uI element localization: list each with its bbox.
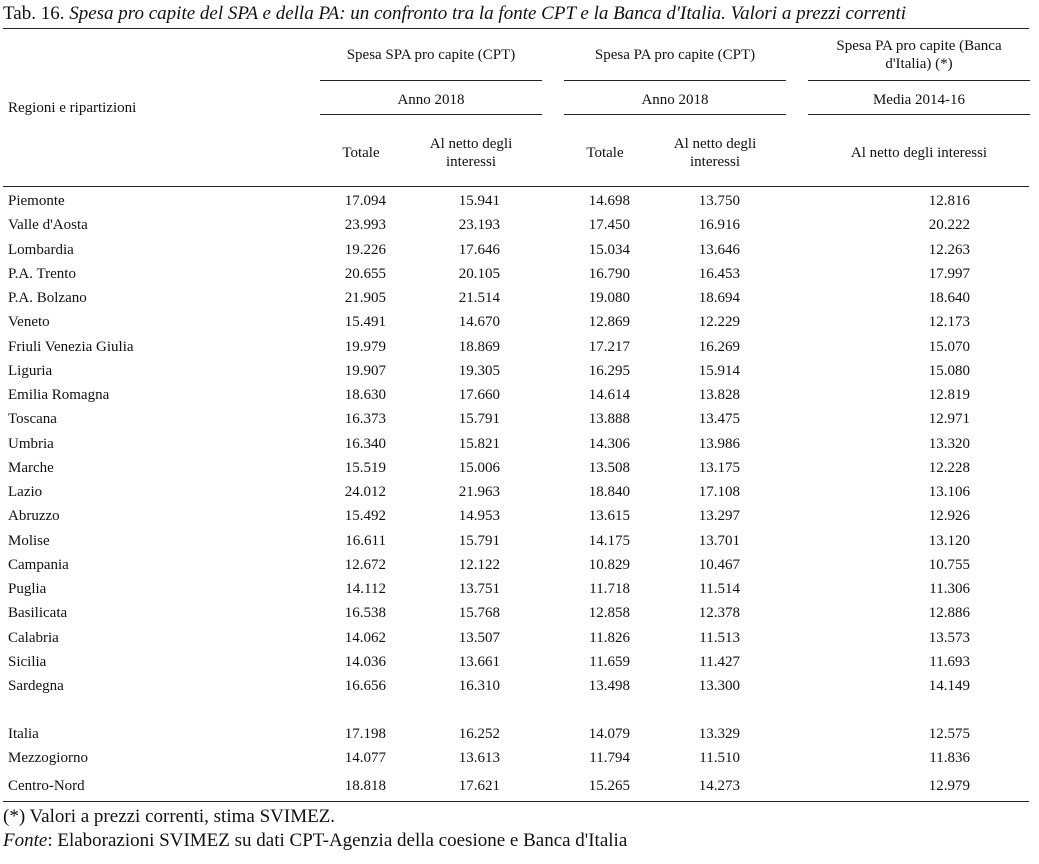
row-value: 15.006 (458, 459, 500, 476)
table-row (0, 408, 1039, 430)
row-value: 13.750 (698, 193, 740, 209)
row-value: 14.062 (344, 629, 386, 646)
row-value: 13.300 (698, 678, 740, 694)
row-value: 11.513 (699, 629, 740, 646)
footnote: (*) Valori a prezzi correnti, stima SVIMEZ. (3, 806, 336, 827)
row-value: 14.670 (458, 314, 500, 331)
row-value: 13.297 (698, 508, 740, 525)
row-value: 14.698 (588, 193, 630, 209)
row-region: P.A. Bolzano (8, 290, 87, 306)
table-row (0, 433, 1039, 455)
row-value: 12.173 (928, 314, 970, 331)
row-value: 13.106 (928, 484, 970, 500)
row-value: 13.507 (458, 629, 500, 646)
row-value: 18.818 (344, 778, 386, 794)
row-value: 23.993 (344, 217, 386, 234)
table-title-prefix: Tab. 16. (3, 3, 70, 24)
row-value: 11.794 (589, 750, 630, 766)
row-value: 21.905 (344, 290, 386, 306)
row-value: 13.888 (588, 411, 630, 428)
table-row (0, 311, 1039, 333)
row-value: 16.453 (698, 265, 740, 282)
row-value: 20.222 (928, 217, 970, 234)
row-value: 14.036 (344, 653, 386, 670)
row-value: 16.656 (344, 678, 386, 694)
period-rule-spa (320, 114, 542, 115)
row-value: 14.079 (588, 726, 630, 742)
row-value: 15.491 (344, 314, 386, 331)
row-region: Italia (8, 726, 39, 742)
group-header-spa: Spesa SPA pro capite (CPT) (346, 47, 516, 63)
row-value: 12.263 (928, 241, 970, 258)
table-row (0, 775, 1039, 797)
row-value: 15.080 (928, 362, 970, 379)
subheader-totale-spa: Totale (342, 145, 380, 161)
row-value: 13.175 (698, 459, 740, 476)
row-value: 16.916 (698, 217, 740, 234)
row-value: 12.869 (588, 314, 630, 331)
subheader-netto-spa: Al netto degli interessi (429, 136, 513, 170)
row-value: 14.077 (344, 750, 386, 766)
row-value: 14.175 (588, 532, 630, 549)
row-value: 19.305 (458, 362, 500, 379)
subheader-netto-pa: Al netto degli interessi (673, 136, 757, 170)
row-value: 24.012 (344, 484, 386, 500)
period-header-pa: Anno 2018 (641, 92, 709, 108)
row-region: Umbria (8, 435, 54, 452)
row-value: 13.751 (458, 581, 500, 597)
source-label: Fonte (3, 830, 48, 851)
group-rule-bi (808, 80, 1030, 81)
source-note (3, 829, 627, 853)
row-value: 16.252 (458, 726, 500, 742)
subheader-totale-pa: Totale (586, 145, 624, 161)
table-row (0, 747, 1039, 769)
row-value: 13.986 (698, 435, 740, 452)
row-value: 11.306 (929, 581, 970, 597)
row-value: 18.630 (344, 387, 386, 403)
row-value: 14.149 (928, 678, 970, 694)
row-value: 19.080 (588, 290, 630, 306)
row-value: 13.661 (458, 653, 500, 670)
row-value: 12.816 (928, 193, 970, 209)
row-value: 14.614 (588, 387, 630, 403)
header-bottom-rule (3, 186, 1029, 187)
row-value: 14.273 (698, 778, 740, 794)
row-value: 14.112 (345, 581, 386, 597)
table-row (0, 554, 1039, 576)
row-value: 13.508 (588, 459, 630, 476)
table-row (0, 627, 1039, 649)
table-row (0, 239, 1039, 261)
row-value: 16.269 (698, 338, 740, 355)
row-region: Piemonte (8, 193, 65, 209)
table-row (0, 336, 1039, 358)
row-value: 18.640 (928, 290, 970, 306)
row-value: 15.070 (928, 338, 970, 355)
row-value: 17.198 (344, 726, 386, 742)
row-value: 12.575 (928, 726, 970, 742)
row-value: 16.538 (344, 605, 386, 622)
row-value: 13.701 (698, 532, 740, 549)
row-value: 14.306 (588, 435, 630, 452)
row-region: Liguria (8, 362, 53, 379)
row-value: 21.963 (458, 484, 500, 500)
row-value: 20.105 (458, 265, 500, 282)
row-value: 13.615 (588, 508, 630, 525)
row-value: 11.510 (699, 750, 740, 766)
row-value: 13.475 (698, 411, 740, 428)
row-value: 15.791 (458, 532, 500, 549)
row-value: 12.819 (928, 387, 970, 403)
row-region: Veneto (8, 314, 50, 331)
row-value: 23.193 (458, 217, 500, 234)
row-region: Emilia Romagna (8, 387, 110, 403)
row-value: 12.229 (698, 314, 740, 331)
table-row (0, 384, 1039, 406)
row-value: 17.997 (928, 265, 970, 282)
row-value: 20.655 (344, 265, 386, 282)
group-header-bi: Spesa PA pro capite (Banca d'Italia) (*) (836, 38, 1002, 72)
table-row (0, 481, 1039, 503)
row-value: 18.840 (588, 484, 630, 500)
row-value: 15.768 (458, 605, 500, 622)
table-title (3, 2, 1033, 26)
row-value: 19.226 (344, 241, 386, 258)
row-label-header: Regioni e ripartizioni (8, 100, 137, 116)
row-value: 18.694 (698, 290, 740, 306)
bottom-rule (3, 801, 1029, 802)
group-rule-spa (320, 80, 542, 81)
row-region: Basilicata (8, 605, 68, 622)
table-row (0, 214, 1039, 236)
row-region: Molise (8, 532, 50, 549)
row-value: 11.659 (589, 653, 630, 670)
row-value: 12.926 (928, 508, 970, 525)
table-row (0, 675, 1039, 697)
row-value: 12.122 (458, 556, 500, 573)
row-value: 13.828 (698, 387, 740, 403)
period-rule-pa (564, 114, 786, 115)
row-value: 15.265 (588, 778, 630, 794)
row-value: 10.829 (588, 556, 630, 573)
row-region: Abruzzo (8, 508, 60, 525)
row-region: Calabria (8, 629, 59, 646)
row-value: 11.514 (699, 581, 740, 597)
row-value: 13.320 (928, 435, 970, 452)
row-value: 17.621 (458, 778, 500, 794)
row-value: 17.094 (344, 193, 386, 209)
row-value: 16.295 (588, 362, 630, 379)
row-value: 18.869 (458, 338, 500, 355)
table-row (0, 360, 1039, 382)
row-value: 15.941 (458, 193, 500, 209)
row-value: 11.836 (929, 750, 970, 766)
row-value: 15.519 (344, 459, 386, 476)
row-value: 12.979 (928, 778, 970, 794)
row-value: 12.672 (344, 556, 386, 573)
row-value: 13.613 (458, 750, 500, 766)
row-value: 16.790 (588, 265, 630, 282)
top-rule (3, 28, 1029, 29)
group-rule-pa (564, 80, 786, 81)
row-value: 17.108 (698, 484, 740, 500)
row-region: Lazio (8, 484, 43, 500)
period-rule-bi (808, 114, 1030, 115)
row-value: 13.646 (698, 241, 740, 258)
row-region: Valle d'Aosta (8, 217, 88, 234)
row-value: 16.611 (345, 532, 386, 549)
row-value: 11.826 (589, 629, 630, 646)
row-region: Lombardia (8, 241, 74, 258)
table-row (0, 287, 1039, 309)
row-region: Puglia (8, 581, 47, 597)
row-value: 19.907 (344, 362, 386, 379)
row-value: 11.718 (589, 581, 630, 597)
table-row (0, 190, 1039, 212)
row-value: 15.791 (458, 411, 500, 428)
row-value: 16.340 (344, 435, 386, 452)
table-row (0, 578, 1039, 600)
row-region: Centro-Nord (8, 778, 85, 794)
row-value: 11.693 (929, 653, 970, 670)
row-value: 12.886 (928, 605, 970, 622)
row-value: 11.427 (699, 653, 740, 670)
row-region: Mezzogiorno (8, 750, 88, 766)
row-value: 15.914 (698, 362, 740, 379)
row-value: 15.492 (344, 508, 386, 525)
source-text: : Elaborazioni SVIMEZ su dati CPT-Agenzia della coesione e Banca d'Italia (47, 830, 628, 851)
row-value: 17.660 (458, 387, 500, 403)
row-value: 16.310 (458, 678, 500, 694)
row-value: 12.858 (588, 605, 630, 622)
row-value: 16.373 (344, 411, 386, 428)
row-value: 13.573 (928, 629, 970, 646)
row-region: Sardegna (8, 678, 64, 694)
table-row (0, 263, 1039, 285)
row-value: 17.450 (588, 217, 630, 234)
row-value: 10.755 (928, 556, 970, 573)
row-value: 17.646 (458, 241, 500, 258)
row-value: 21.514 (458, 290, 500, 306)
period-header-bi: Media 2014-16 (872, 92, 966, 108)
row-region: Toscana (8, 411, 57, 428)
row-region: Sicilia (8, 653, 47, 670)
row-value: 17.217 (588, 338, 630, 355)
table-row (0, 457, 1039, 479)
row-value: 13.329 (698, 726, 740, 742)
table-title-text: Spesa pro capite del SPA e della PA: un confronto tra la fonte CPT e la Banca d'Italia. Valori a prezzi correnti (69, 3, 907, 24)
table-row (0, 602, 1039, 624)
row-value: 15.034 (588, 241, 630, 258)
row-value: 12.971 (928, 411, 970, 428)
row-value: 15.821 (458, 435, 500, 452)
row-value: 10.467 (698, 556, 740, 573)
row-value: 13.120 (928, 532, 970, 549)
row-region: Campania (8, 556, 69, 573)
table-row (0, 651, 1039, 673)
row-region: Friuli Venezia Giulia (8, 338, 134, 355)
table-row (0, 530, 1039, 552)
row-value: 12.378 (698, 605, 740, 622)
table-row (0, 723, 1039, 745)
subheader-netto-bi: Al netto degli interessi (850, 145, 988, 161)
row-region: Marche (8, 459, 54, 476)
row-value: 13.498 (588, 678, 630, 694)
table-row (0, 505, 1039, 527)
row-value: 12.228 (928, 459, 970, 476)
period-header-spa: Anno 2018 (397, 92, 465, 108)
row-value: 19.979 (344, 338, 386, 355)
row-region: P.A. Trento (8, 265, 76, 282)
row-value: 14.953 (458, 508, 500, 525)
group-header-pa: Spesa PA pro capite (CPT) (594, 47, 756, 63)
